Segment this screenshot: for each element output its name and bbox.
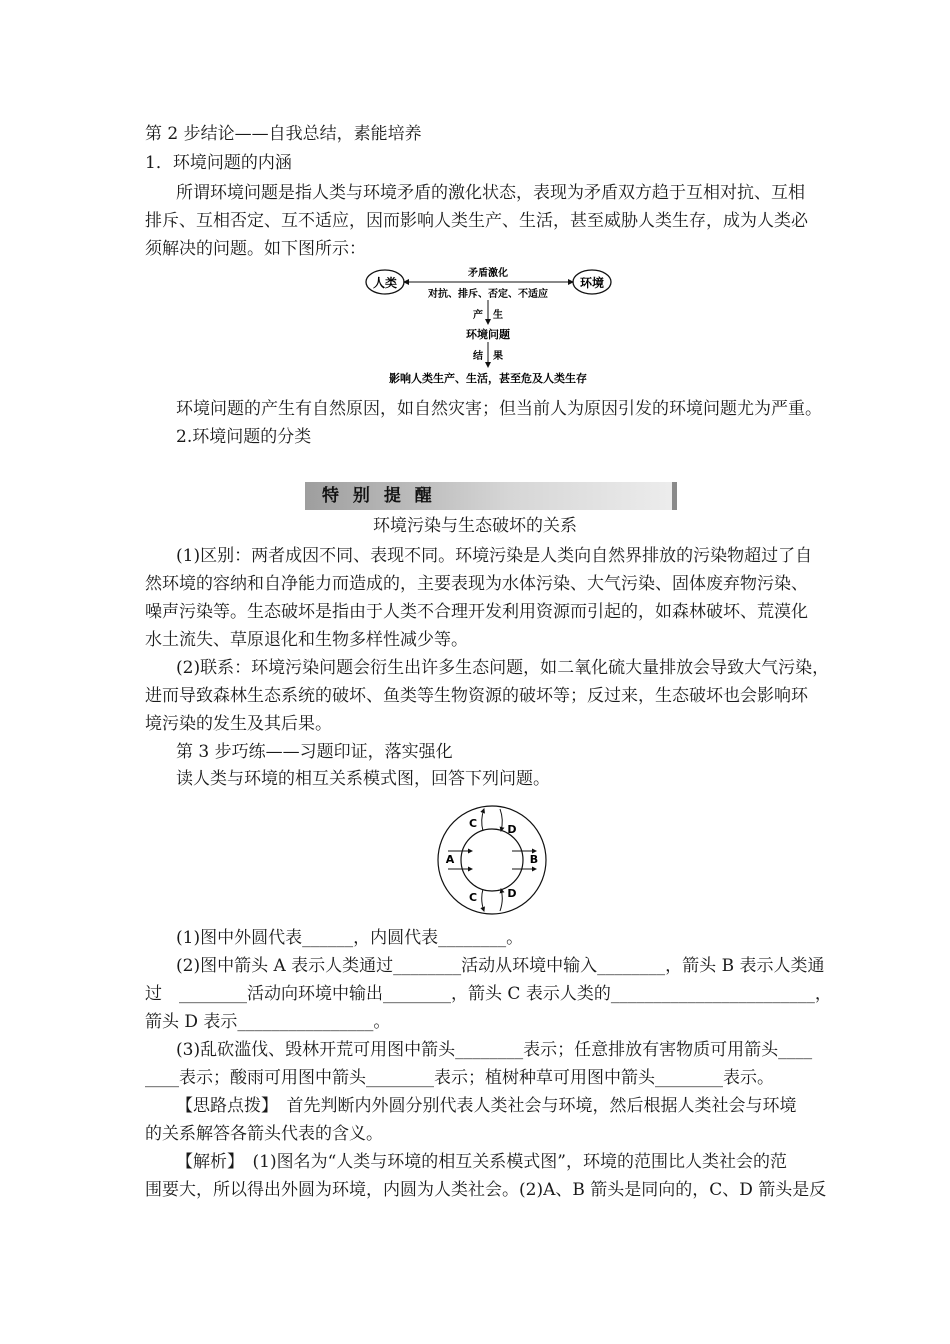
environment-problem-flow-diagram — [364, 262, 614, 392]
label-d-upper: D — [507, 823, 517, 836]
label-b: B — [529, 853, 539, 866]
analysis-line-2: 围要大，所以得出外圆为环境，内圆为人类社会。(2)A、B 箭头是同向的，C、D 箭头是反 — [145, 1180, 827, 1200]
label-d-lower: D — [507, 887, 517, 900]
label-c-lower: C — [468, 891, 478, 904]
result-label: 结 果 — [473, 351, 503, 362]
human-node: 人类 — [372, 276, 398, 290]
step3-heading: 第 3 步巧练——习题印证，落实强化 — [176, 742, 453, 762]
paragraph-line: 须解决的问题。如下图所示： — [145, 239, 366, 259]
reminder-subtitle: 环境污染与生态破坏的关系 — [373, 516, 577, 536]
banner-edge — [672, 482, 677, 510]
paragraph-line: (2)联系：环境污染问题会衍生出许多生态问题，如二氧化硫大量排放会导致大气污染， — [176, 658, 830, 678]
paragraph-line: 水土流失、草原退化和生物多样性减少等。 — [145, 630, 468, 650]
arrow-c-lower — [482, 889, 484, 911]
question-2-line-3: 箭头 D 表示________________。 — [145, 1012, 391, 1032]
paragraph-line: 进而导致森林生态系统的破坏、鱼类等生物资源的破坏等；反过来，生态破坏也会影响环 — [145, 686, 808, 706]
question-3-line-1: (3)乱砍滥伐、毁林开荒可用图中箭头________表示；任意排放有害物质可用箭头____ — [176, 1040, 813, 1060]
question-2-line-2: 过 ________活动向环境中输出________，箭头 C 表示人类的________________________， — [145, 984, 832, 1004]
paragraph-line: (1)区别：两者成因不同、表现不同。环境污染是人类向自然界排放的污染物超过了自 — [176, 546, 813, 566]
environment-problem-node: 环境问题 — [466, 328, 510, 341]
environment-node: 环境 — [579, 276, 605, 290]
produce-label: 产 生 — [473, 310, 503, 321]
special-reminder-title: 特 别 提 醒 — [322, 486, 436, 506]
inner-circle — [461, 829, 523, 891]
human-environment-circle-diagram — [428, 805, 556, 915]
paragraph-line: 环境问题的产生有自然原因，如自然灾害；但当前人为原因引发的环境问题尤为严重。 — [176, 399, 822, 419]
section-heading-1: 1．环境问题的内涵 — [145, 153, 292, 173]
paragraph-line: 排斥、互相否定、互不适应，因而影响人类生产、生活，甚至威胁人类生存，成为人类必 — [145, 211, 808, 231]
question-1: (1)图中外圆代表______，内圆代表________。 — [176, 928, 524, 948]
conflict-label: 矛盾激化 — [468, 268, 508, 279]
paragraph-line: 噪声污染等。生态破坏是指由于人类不合理开发利用资源而引起的，如森林破坏、荒漠化 — [145, 602, 808, 622]
impact-node: 影响人类生产、生活，甚至危及人类生存 — [389, 372, 587, 385]
paragraph-line: 境污染的发生及其后果。 — [145, 714, 332, 734]
question-intro: 读人类与环境的相互关系模式图，回答下列问题。 — [176, 769, 550, 789]
opposition-label: 对抗、排斥、否定、不适应 — [428, 289, 548, 300]
step2-heading: 第 2 步结论——自我总结，素能培养 — [145, 124, 422, 144]
paragraph-line: 然环境的容纳和自净能力而造成的，主要表现为水体污染、大气污染、固体废弃物污染、 — [145, 574, 808, 594]
label-c-upper: C — [468, 817, 478, 830]
label-a: A — [445, 853, 455, 866]
section-heading-2: 2.环境问题的分类 — [176, 427, 312, 447]
arrow-d-lower — [500, 889, 502, 911]
analysis-line-1: 【解析】 (1)图名为“人类与环境的相互关系模式图”，环境的范围比人类社会的范 — [176, 1152, 787, 1172]
paragraph-line: 所谓环境问题是指人类与环境矛盾的激化状态，表现为矛盾双方趋于互相对抗、互相 — [176, 183, 805, 203]
question-3-line-2: ____表示；酸雨可用图中箭头________表示；植树种草可用图中箭头________表示。 — [145, 1068, 774, 1088]
hint-line-2: 的关系解答各箭头代表的含义。 — [145, 1124, 383, 1144]
hint-line-1: 【思路点拨】 首先判断内外圆分别代表人类社会与环境，然后根据人类社会与环境 — [176, 1096, 797, 1116]
arrow-c-upper — [482, 809, 484, 831]
arrow-d-upper — [500, 809, 502, 831]
question-2-line-1: (2)图中箭头 A 表示人类通过________活动从环境中输入________，箭头 B 表示人类通 — [176, 956, 825, 976]
